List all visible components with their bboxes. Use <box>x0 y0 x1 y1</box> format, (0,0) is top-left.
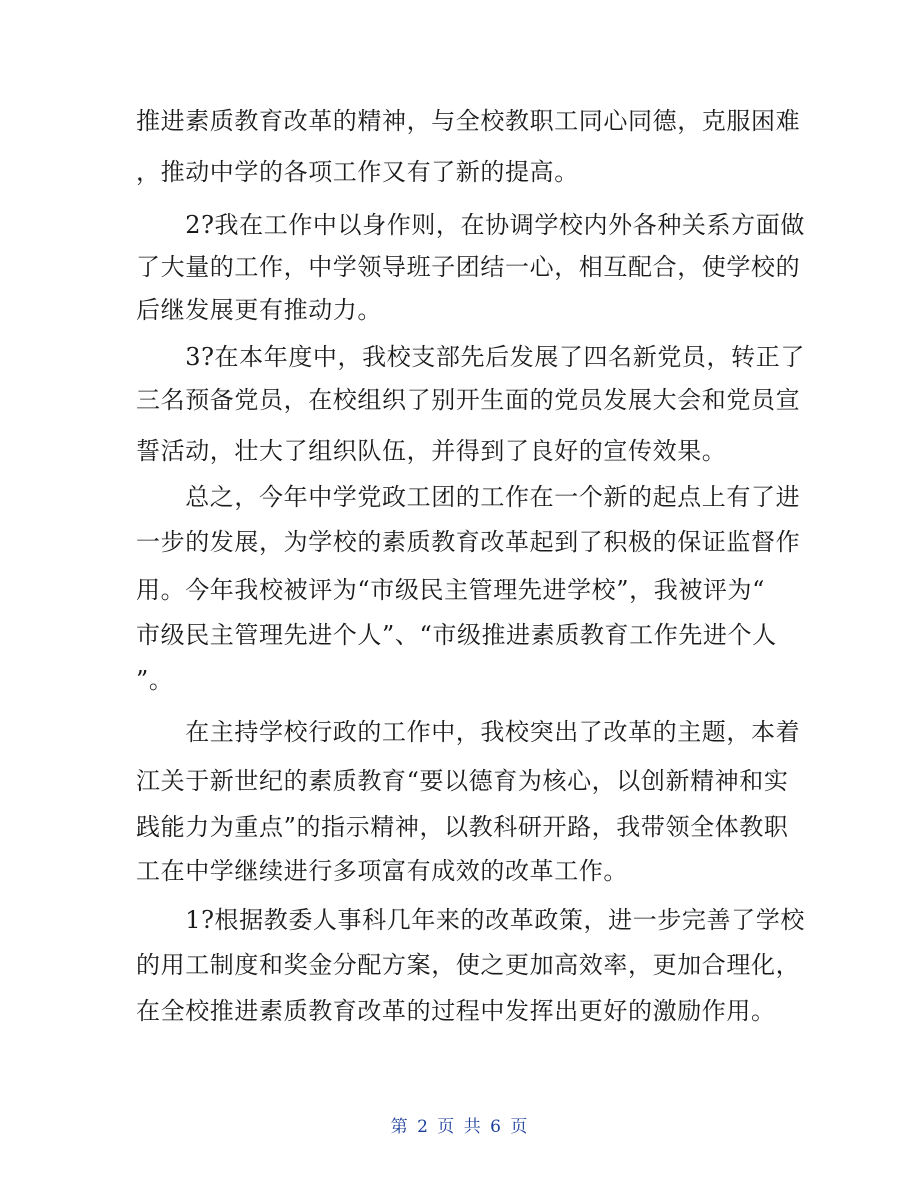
text-line: 在全校推进素质教育改革的过程中发挥出更好的激励作用。 <box>136 997 776 1025</box>
text-line: ”。 <box>136 666 174 694</box>
text-line: 市级民主管理先进个人”、“市级推进素质教育工作先进个人 <box>136 621 777 649</box>
text-line: 推进素质教育改革的精神，与全校教职工同心同德，克服困难 <box>136 107 801 135</box>
text-line: 工在中学继续进行多项富有成效的改革工作。 <box>136 857 628 885</box>
text-line: 总之，今年中学党政工团的工作在一个新的起点上有了进 <box>136 483 801 511</box>
text-line: 用。今年我校被评为“市级民主管理先进学校”，我被评为“ <box>136 576 766 604</box>
page-number-footer: 第 2 页 共 6 页 <box>390 1117 530 1137</box>
text-line: 三名预备党员，在校组织了别开生面的党员发展大会和党员宣 <box>136 386 801 414</box>
text-line: 江关于新世纪的素质教育“要以德育为核心，以创新精神和实 <box>136 767 789 795</box>
text-line: 了大量的工作，中学领导班子团结一心，相互配合，使学校的 <box>136 253 801 281</box>
text-line: 后继发展更有推动力。 <box>136 296 382 324</box>
text-line: 2?我在工作中以身作则，在协调学校内外各种关系方面做 <box>136 211 805 239</box>
text-line: 践能力为重点”的指示精神，以教科研开路，我带领全体教职 <box>136 813 789 841</box>
text-line: 在主持学校行政的工作中，我校突出了改革的主题，本着 <box>136 718 801 746</box>
text-line: 誓活动，壮大了组织队伍，并得到了良好的宣传效果。 <box>136 437 727 465</box>
text-line: 3?在本年度中，我校支部先后发展了四名新党员，转正了 <box>136 343 805 371</box>
text-line: 的用工制度和奖金分配方案，使之更加高效率，更加合理化， <box>136 951 801 979</box>
text-line: 1?根据教委人事科几年来的改革政策，进一步完善了学校 <box>136 906 805 934</box>
text-line: 一步的发展，为学校的素质教育改革起到了积极的保证监督作 <box>136 528 801 556</box>
text-line: ，推动中学的各项工作又有了新的提高。 <box>136 158 579 186</box>
